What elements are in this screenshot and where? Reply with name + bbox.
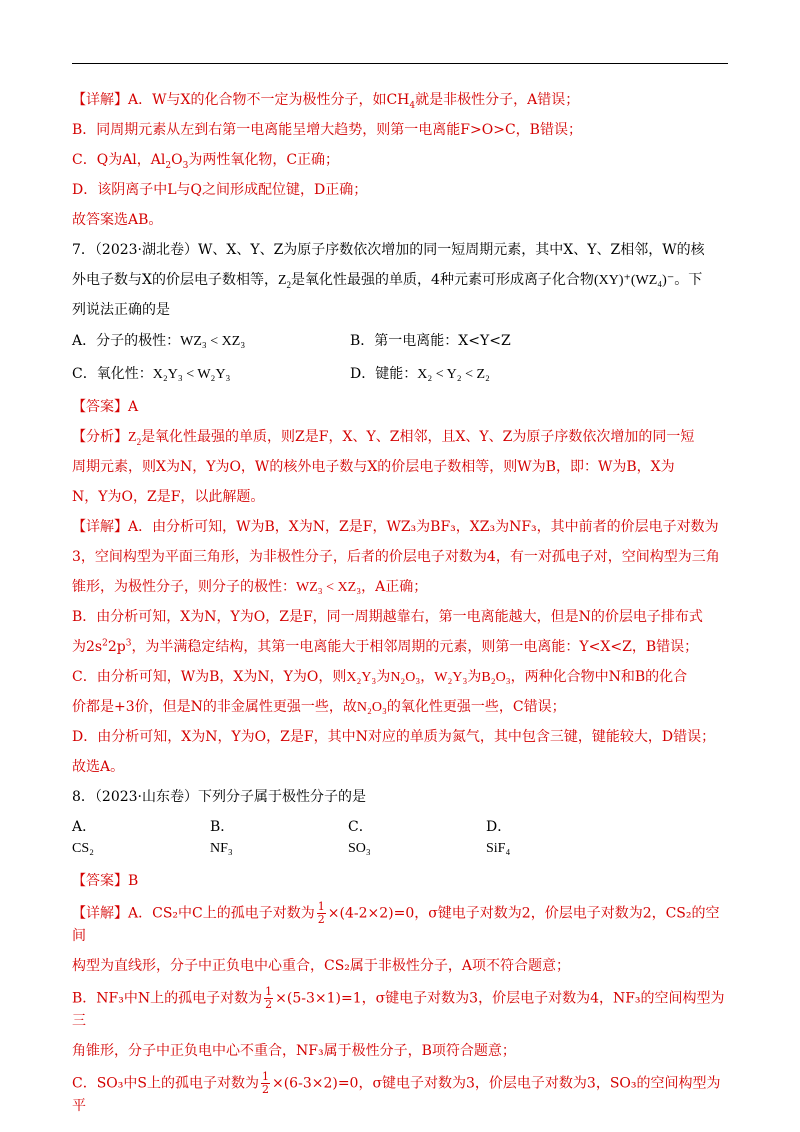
detail-7c: C．由分析可知，W为B，X为N，Y为O，则X₂Y₃为N₂O₃，W₂Y₃为B₂O₃，两种化合物中N和B的化合 价都是+3价，但是N的非金属性更强一些，故N₂O₃的氧化性更强一些，C错误； — [72, 669, 688, 715]
explanation-d: D．该阴离子中L与Q之间形成配位键，D正确； — [72, 182, 368, 198]
q7-options-row1 — [72, 331, 732, 352]
q7-options-row2 — [72, 364, 732, 385]
q8-option-a[interactable]: A．CS₂ — [72, 819, 97, 856]
fraction-one-half: $\frac{1}{2}$ — [261, 1070, 269, 1096]
detail-7b: B．由分析可知，X为N，Y为O，Z是F，同一周期越靠右，第一电离能越大，但是N的价层电子排布式 为$2s^22p^3$，为半满稳定结构，其第一电离能大于相邻周期的元素，则第一电离能：Y<X<Z，B错误； — [72, 609, 703, 655]
detail-8c: C．SO₃中S上的孤电子对数为 $\frac{1}{2}$ ×(6-3×2)=0，σ键电子对数为3，价层电子对数为3，SO₃的空间构型为平 — [72, 1070, 721, 1114]
header-rule — [72, 63, 728, 64]
document-body — [72, 90, 732, 1126]
q7-option-a[interactable]: A．分子的极性：WZ₃ < XZ₃ — [72, 333, 246, 349]
question-7: 7．（2023·湖北卷）W、X、Y、Z为原子序数依次增加的同一短周期元素，其中X、Y、Z相邻，W的核 外电子数与X的价层电子数相等，$Z_2$是氧化性最强的单质，4种元素可形成离子化合物(XY)⁺(WZ₄)⁻。下 列说法正确的是 — [72, 242, 705, 318]
answer-7: 【答案】A — [72, 399, 139, 415]
answer-conclusion: 故答案选AB。 — [72, 212, 163, 228]
q8-option-c[interactable]: C．SO₃ — [348, 819, 373, 856]
detail-7a: 【详解】A．由分析可知，W为B，X为N，Z是F，WZ₃为BF₃，XZ₃为NF₃，其中前者的价层电子对数为 3，空间构型为平面三角形，为非极性分子，后者的价层电子对数为4，有一对孤电子对，空间构型为三角 锥形，为极性分子，则分子的极性：WZ₃ < XZ₃，A正确； — [72, 519, 720, 595]
answer-8: 【答案】B — [72, 873, 139, 889]
analysis-7: 【分析】$Z_2$是氧化性最强的单质，则Z是F，X、Y、Z相邻，且X、Y、Z为原子序数依次增加的同一短 周期元素，则X为N，Y为O，W的核外电子数与X的价层电子数相等，则W为B，即：W为B，X为 N，Y为O，Z是F，以此解题。 — [72, 429, 695, 505]
detail-8b: B．NF₃中N上的孤电子对数为 $\frac{1}{2}$ ×(5-3×1)=1，σ键电子对数为3，价层电子对数为4，NF₃的空间构型为三 角锥形，分子中正负电中心不重合，NF₃属于极性分子，B项符合题意； — [72, 985, 725, 1059]
fraction-one-half: $\frac{1}{2}$ — [317, 900, 325, 926]
question-8: 8．（2023·山东卷）下列分子属于极性分子的是 — [72, 789, 366, 805]
explanation-a: 【详解】A．W与X的化合物不一定为极性分子，如$CH_4$就是非极性分子，A错误； — [72, 92, 580, 111]
q8-option-b[interactable]: B．NF₃ — [210, 819, 235, 856]
detail-7d: D．由分析可知，X为N，Y为O，Z是F，其中N对应的单质为氮气，其中包含三键，键能较大，D错误； 故选A。 — [72, 729, 716, 775]
explanation-b: B．同周期元素从左到右第一电离能呈增大趋势，则第一电离能F>O>C，B错误； — [72, 122, 582, 138]
q7-option-b[interactable]: B．第一电离能：X<Y<Z — [350, 333, 511, 349]
q7-option-c[interactable]: C．氧化性：X₂Y₃ < W₂Y₃ — [72, 366, 231, 382]
q8-options — [72, 817, 732, 859]
fraction-one-half: $\frac{1}{2}$ — [265, 985, 273, 1011]
q8-option-d[interactable]: D．SiF₄ — [486, 819, 512, 856]
explanation-c: C．Q为Al，$Al_2O_3$为两性氧化物，C正确； — [72, 152, 340, 171]
q7-option-d[interactable]: D．键能：X₂ < Y₂ < Z₂ — [350, 366, 490, 382]
detail-8a: 【详解】A．CS₂中C上的孤电子对数为 $\frac{1}{2}$ ×(4-2×2)=0，σ键电子对数为2，价层电子对数为2，CS₂的空间 构型为直线形，分子中正负电中心重合，CS₂属于非极性分子，A项不符合题意； — [72, 900, 720, 974]
